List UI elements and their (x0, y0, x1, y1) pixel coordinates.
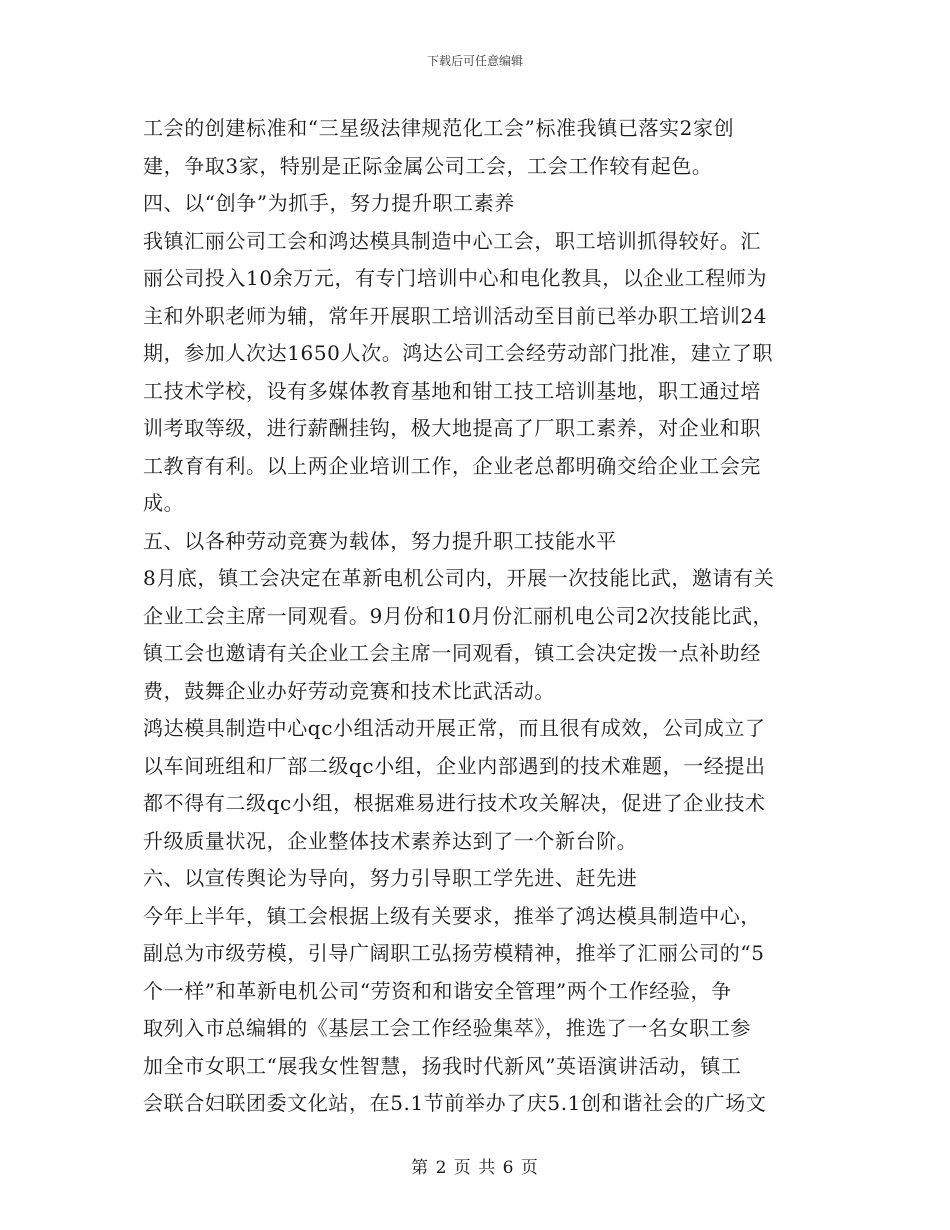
body-text-line: 都不得有二级qc小组，根据难易进行技术攻关解决，促进了企业技术 (143, 791, 766, 815)
body-text-line: 工会的创建标准和“三星级法律规范化工会”标准我镇已落实2家创 (143, 116, 735, 140)
body-text-line: 六、以宣传舆论为导向，努力引导职工学先进、赶先进 (143, 866, 638, 890)
body-text-line: 期，参加人次达1650人次。鸿达公司工会经劳动部门批准，建立了职 (143, 341, 774, 365)
body-text-line: 四、以“创争”为抓手，努力提升职工素养 (143, 191, 515, 215)
body-text-line: 丽公司投入10余万元，有专门培训中心和电化教具，以企业工程师为 (143, 266, 768, 290)
body-text-line: 五、以各种劳动竞赛为载体，努力提升职工技能水平 (143, 528, 617, 553)
body-text-line: 训考取等级，进行薪酬挂钩，极大地提高了厂职工素养，对企业和职 (143, 416, 761, 440)
body-text-line: 升级质量状况，企业整体技术素养达到了一个新台阶。 (143, 828, 638, 853)
page-header-note: 下载后可任意编辑 (426, 54, 523, 68)
body-text-line: 鸿达模具制造中心qc小组活动开展正常，而且很有成效，公司成立了 (143, 716, 766, 740)
body-text-line: 今年上半年，镇工会根据上级有关要求，推举了鸿达模具制造中心， (143, 903, 761, 928)
body-text-line: 企业工会主席一同观看。9月份和10月份汇丽机电公司2次技能比武， (143, 603, 774, 628)
body-text-line: 副总为市级劳模，引导广阔职工弘扬劳模精神，推举了汇丽公司的“5 (143, 941, 765, 965)
body-text-line: 成。 (143, 491, 185, 515)
body-text-line: 我镇汇丽公司工会和鸿达模具制造中心工会，职工培训抓得较好。汇 (143, 228, 761, 253)
body-text-line: 费，鼓舞企业办好劳动竞赛和技术比武活动。 (143, 678, 555, 703)
body-text-line: 以车间班组和厂部二级qc小组，企业内部遇到的技术难题，一经提出 (143, 753, 766, 778)
body-text-line: 主和外职老师为辅，常年开展职工培训活动至目前已举办职工培训24 (143, 303, 768, 328)
body-text-line: 建，争取3家，特别是正际金属公司工会，工会工作较有起色。 (143, 153, 713, 178)
body-text-line: 加全市女职工“展我女性智慧，扬我时代新风”英语演讲活动，镇工 (143, 1053, 742, 1078)
body-text-line: 个一样”和革新电机公司“劳资和和谐安全管理”两个工作经验，争 (143, 978, 732, 1003)
document-body (143, 110, 808, 1123)
body-text-line: 会联合妇联团委文化站，在5.1节前举办了庆5.1创和谐社会的广场文 (143, 1091, 767, 1115)
body-text-line: 工技术学校，设有多媒体教育基地和钳工技工培训基地，职工通过培 (143, 378, 761, 403)
body-text-line: 取列入市总编辑的《基层工会工作经验集萃》，推选了一名女职工参 (143, 1016, 751, 1040)
body-text-line: 工教育有利。以上两企业培训工作，企业老总都明确交给企业工会完 (143, 453, 761, 478)
body-text-line: 镇工会也邀请有关企业工会主席一同观看，镇工会决定拨一点补助经 (143, 641, 761, 665)
page-number-footer: 第 2 页 共 6 页 (411, 1158, 539, 1178)
body-text-line: 8月底，镇工会决定在革新电机公司内，开展一次技能比武，邀请有关 (143, 566, 775, 590)
